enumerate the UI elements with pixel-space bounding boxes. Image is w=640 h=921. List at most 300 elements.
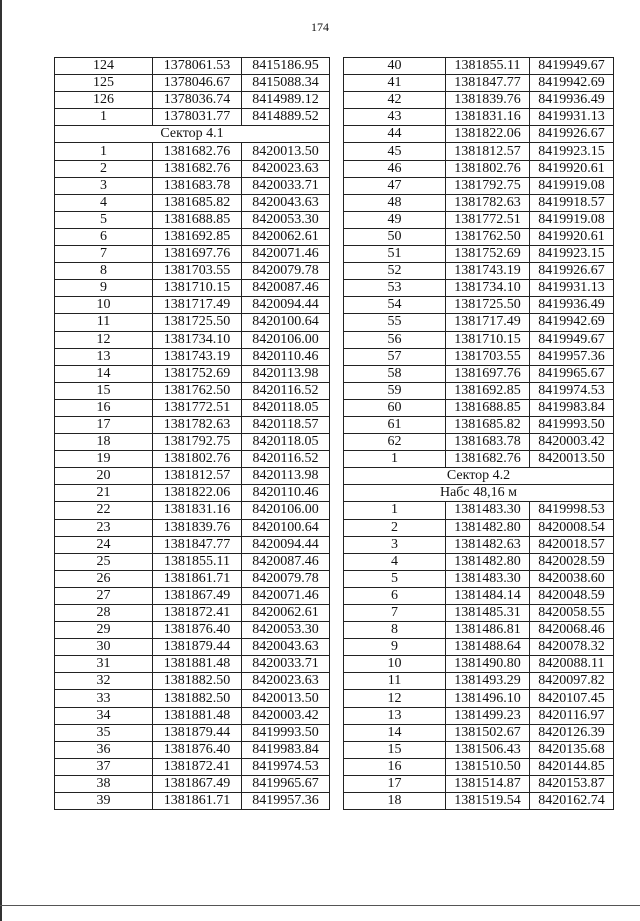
point-number-cell: 23 — [55, 519, 153, 536]
table-row — [344, 382, 614, 399]
point-number-cell: 62 — [344, 434, 446, 451]
y-coordinate-cell: 8420079.78 — [242, 570, 330, 587]
table-row — [55, 297, 330, 314]
y-coordinate-cell: 8414989.12 — [242, 92, 330, 109]
table-row — [55, 75, 330, 92]
x-coordinate-cell: 1381867.49 — [153, 587, 242, 604]
point-number-cell: 21 — [55, 485, 153, 502]
point-number-cell: 49 — [344, 211, 446, 228]
point-number-cell: 16 — [55, 399, 153, 416]
point-number-cell: 2 — [344, 519, 446, 536]
scan-edge-left — [0, 0, 2, 921]
point-number-cell: 4 — [344, 553, 446, 570]
table-row — [344, 639, 614, 656]
table-row — [344, 263, 614, 280]
table-row — [55, 519, 330, 536]
y-coordinate-cell: 8420106.00 — [242, 331, 330, 348]
table-row — [55, 570, 330, 587]
table-row — [344, 434, 614, 451]
x-coordinate-cell: 1381685.82 — [153, 194, 242, 211]
y-coordinate-cell: 8420106.00 — [242, 502, 330, 519]
table-row — [344, 451, 614, 468]
x-coordinate-cell: 1381682.76 — [446, 451, 530, 468]
x-coordinate-cell: 1381743.19 — [153, 348, 242, 365]
x-coordinate-cell: 1381847.77 — [153, 536, 242, 553]
x-coordinate-cell: 1381486.81 — [446, 622, 530, 639]
point-number-cell: 32 — [55, 673, 153, 690]
x-coordinate-cell: 1381488.64 — [446, 639, 530, 656]
point-number-cell: 20 — [55, 468, 153, 485]
y-coordinate-cell: 8420118.05 — [242, 434, 330, 451]
table-row — [344, 758, 614, 775]
y-coordinate-cell: 8420110.46 — [242, 485, 330, 502]
x-coordinate-cell: 1381482.63 — [446, 536, 530, 553]
table-row — [55, 485, 330, 502]
table-row — [344, 211, 614, 228]
x-coordinate-cell: 1381734.10 — [153, 331, 242, 348]
y-coordinate-cell: 8419974.53 — [242, 758, 330, 775]
table-row — [344, 228, 614, 245]
x-coordinate-cell: 1381831.16 — [446, 109, 530, 126]
x-coordinate-cell: 1381792.75 — [446, 177, 530, 194]
table-row — [55, 451, 330, 468]
x-coordinate-cell: 1381812.57 — [446, 143, 530, 160]
table-row — [344, 194, 614, 211]
y-coordinate-cell: 8420107.45 — [530, 690, 614, 707]
x-coordinate-cell: 1381876.40 — [153, 741, 242, 758]
x-coordinate-cell: 1381496.10 — [446, 690, 530, 707]
table-row — [55, 314, 330, 331]
table-row — [344, 177, 614, 194]
point-number-cell: 3 — [344, 536, 446, 553]
table-row — [344, 724, 614, 741]
table-row — [344, 536, 614, 553]
table-row — [344, 280, 614, 297]
x-coordinate-cell: 1381802.76 — [153, 451, 242, 468]
x-coordinate-cell: 1381839.76 — [153, 519, 242, 536]
point-number-cell: 125 — [55, 75, 153, 92]
point-number-cell: 7 — [55, 246, 153, 263]
table-row — [344, 690, 614, 707]
point-number-cell: 29 — [55, 622, 153, 639]
x-coordinate-cell: 1381519.54 — [446, 793, 530, 810]
y-coordinate-cell: 8420008.54 — [530, 519, 614, 536]
x-coordinate-cell: 1381772.51 — [153, 399, 242, 416]
x-coordinate-cell: 1381782.63 — [153, 416, 242, 433]
x-coordinate-cell: 1381485.31 — [446, 605, 530, 622]
coordinates-table-left-body — [55, 58, 330, 810]
x-coordinate-cell: 1381717.49 — [446, 314, 530, 331]
table-row — [344, 416, 614, 433]
x-coordinate-cell: 1381882.50 — [153, 690, 242, 707]
y-coordinate-cell: 8420113.98 — [242, 468, 330, 485]
table-row — [344, 587, 614, 604]
point-number-cell: 33 — [55, 690, 153, 707]
x-coordinate-cell: 1381683.78 — [446, 434, 530, 451]
y-coordinate-cell: 8420043.63 — [242, 194, 330, 211]
table-row — [55, 348, 330, 365]
x-coordinate-cell: 1381484.14 — [446, 587, 530, 604]
x-coordinate-cell: 1381802.76 — [446, 160, 530, 177]
x-coordinate-cell: 1381879.44 — [153, 639, 242, 656]
y-coordinate-cell: 8419993.50 — [530, 416, 614, 433]
y-coordinate-cell: 8420033.71 — [242, 656, 330, 673]
x-coordinate-cell: 1381762.50 — [153, 382, 242, 399]
x-coordinate-cell: 1378031.77 — [153, 109, 242, 126]
point-number-cell: 14 — [344, 724, 446, 741]
x-coordinate-cell: 1381822.06 — [446, 126, 530, 143]
x-coordinate-cell: 1381692.85 — [153, 228, 242, 245]
table-row — [55, 160, 330, 177]
y-coordinate-cell: 8420118.05 — [242, 399, 330, 416]
y-coordinate-cell: 8420038.60 — [530, 570, 614, 587]
table-row — [55, 365, 330, 382]
x-coordinate-cell: 1381717.49 — [153, 297, 242, 314]
point-number-cell: 30 — [55, 639, 153, 656]
point-number-cell: 50 — [344, 228, 446, 245]
y-coordinate-cell: 8419942.69 — [530, 75, 614, 92]
y-coordinate-cell: 8420116.97 — [530, 707, 614, 724]
point-number-cell: 7 — [344, 605, 446, 622]
y-coordinate-cell: 8420116.52 — [242, 451, 330, 468]
y-coordinate-cell: 8420013.50 — [242, 143, 330, 160]
y-coordinate-cell: 8419926.67 — [530, 126, 614, 143]
point-number-cell: 41 — [344, 75, 446, 92]
point-number-cell: 56 — [344, 331, 446, 348]
x-coordinate-cell: 1381872.41 — [153, 605, 242, 622]
x-coordinate-cell: 1381688.85 — [153, 211, 242, 228]
point-number-cell: 11 — [344, 673, 446, 690]
x-coordinate-cell: 1381879.44 — [153, 724, 242, 741]
point-number-cell: 18 — [344, 793, 446, 810]
x-coordinate-cell: 1381483.30 — [446, 570, 530, 587]
table-row — [55, 228, 330, 245]
table-row — [55, 553, 330, 570]
y-coordinate-cell: 8419931.13 — [530, 109, 614, 126]
y-coordinate-cell: 8419949.67 — [530, 58, 614, 75]
table-row — [55, 656, 330, 673]
y-coordinate-cell: 8419923.15 — [530, 143, 614, 160]
point-number-cell: 48 — [344, 194, 446, 211]
y-coordinate-cell: 8419983.84 — [242, 741, 330, 758]
x-coordinate-cell: 1381482.80 — [446, 519, 530, 536]
y-coordinate-cell: 8420116.52 — [242, 382, 330, 399]
y-coordinate-cell: 8420126.39 — [530, 724, 614, 741]
table-row — [55, 502, 330, 519]
y-coordinate-cell: 8420003.42 — [530, 434, 614, 451]
y-coordinate-cell: 8419920.61 — [530, 228, 614, 245]
point-number-cell: 1 — [344, 502, 446, 519]
point-number-cell: 36 — [55, 741, 153, 758]
table-row — [55, 468, 330, 485]
point-number-cell: 40 — [344, 58, 446, 75]
table-row — [55, 724, 330, 741]
x-coordinate-cell: 1381881.48 — [153, 707, 242, 724]
table-row — [55, 775, 330, 792]
y-coordinate-cell: 8420023.63 — [242, 673, 330, 690]
table-row — [344, 793, 614, 810]
x-coordinate-cell: 1381682.76 — [153, 160, 242, 177]
x-coordinate-cell: 1381685.82 — [446, 416, 530, 433]
point-number-cell: 45 — [344, 143, 446, 160]
point-number-cell: 27 — [55, 587, 153, 604]
y-coordinate-cell: 8420079.78 — [242, 263, 330, 280]
point-number-cell: 12 — [344, 690, 446, 707]
x-coordinate-cell: 1381782.63 — [446, 194, 530, 211]
point-number-cell: 35 — [55, 724, 153, 741]
point-number-cell: 2 — [55, 160, 153, 177]
y-coordinate-cell: 8420094.44 — [242, 297, 330, 314]
point-number-cell: 13 — [344, 707, 446, 724]
table-row — [55, 707, 330, 724]
x-coordinate-cell: 1381861.71 — [153, 793, 242, 810]
point-number-cell: 124 — [55, 58, 153, 75]
x-coordinate-cell: 1381772.51 — [446, 211, 530, 228]
y-coordinate-cell: 8420053.30 — [242, 622, 330, 639]
table-row — [344, 656, 614, 673]
x-coordinate-cell: 1381831.16 — [153, 502, 242, 519]
point-number-cell: 28 — [55, 605, 153, 622]
table-row — [344, 673, 614, 690]
x-coordinate-cell: 1381514.87 — [446, 775, 530, 792]
y-coordinate-cell: 8420062.61 — [242, 605, 330, 622]
y-coordinate-cell: 8419919.08 — [530, 177, 614, 194]
table-row — [55, 92, 330, 109]
x-coordinate-cell: 1381697.76 — [153, 246, 242, 263]
point-number-cell: 11 — [55, 314, 153, 331]
x-coordinate-cell: 1381493.29 — [446, 673, 530, 690]
y-coordinate-cell: 8420100.64 — [242, 314, 330, 331]
y-coordinate-cell: 8420153.87 — [530, 775, 614, 792]
y-coordinate-cell: 8420094.44 — [242, 536, 330, 553]
y-coordinate-cell: 8419926.67 — [530, 263, 614, 280]
table-row — [344, 605, 614, 622]
x-coordinate-cell: 1378046.67 — [153, 75, 242, 92]
table-row — [55, 280, 330, 297]
y-coordinate-cell: 8420118.57 — [242, 416, 330, 433]
point-number-cell: 1 — [55, 143, 153, 160]
table-row — [55, 211, 330, 228]
table-row — [344, 348, 614, 365]
point-number-cell: 9 — [344, 639, 446, 656]
point-number-cell: 60 — [344, 399, 446, 416]
x-coordinate-cell: 1381876.40 — [153, 622, 242, 639]
x-coordinate-cell: 1381703.55 — [153, 263, 242, 280]
point-number-cell: 61 — [344, 416, 446, 433]
point-number-cell: 31 — [55, 656, 153, 673]
x-coordinate-cell: 1381688.85 — [446, 399, 530, 416]
point-number-cell: 17 — [344, 775, 446, 792]
table-row — [55, 690, 330, 707]
point-number-cell: 57 — [344, 348, 446, 365]
point-number-cell: 14 — [55, 365, 153, 382]
table-row — [55, 587, 330, 604]
scan-bottom-line — [0, 905, 640, 906]
y-coordinate-cell: 8420113.98 — [242, 365, 330, 382]
y-coordinate-cell: 8419920.61 — [530, 160, 614, 177]
table-row — [344, 775, 614, 792]
point-number-cell: 8 — [55, 263, 153, 280]
point-number-cell: 51 — [344, 246, 446, 263]
table-row — [55, 263, 330, 280]
table-row — [55, 536, 330, 553]
table-row — [344, 502, 614, 519]
x-coordinate-cell: 1381743.19 — [446, 263, 530, 280]
y-coordinate-cell: 8419936.49 — [530, 297, 614, 314]
y-coordinate-cell: 8419957.36 — [242, 793, 330, 810]
x-coordinate-cell: 1381861.71 — [153, 570, 242, 587]
point-number-cell: 5 — [344, 570, 446, 587]
y-coordinate-cell: 8420100.64 — [242, 519, 330, 536]
y-coordinate-cell: 8414889.52 — [242, 109, 330, 126]
table-row — [55, 758, 330, 775]
coordinates-table-right — [343, 57, 614, 810]
point-number-cell: 22 — [55, 502, 153, 519]
x-coordinate-cell: 1381847.77 — [446, 75, 530, 92]
sector-caption: Сектор 4.1 — [55, 126, 330, 143]
x-coordinate-cell: 1378061.53 — [153, 58, 242, 75]
table-row — [344, 570, 614, 587]
y-coordinate-cell: 8419931.13 — [530, 280, 614, 297]
table-row — [344, 519, 614, 536]
y-coordinate-cell: 8420062.61 — [242, 228, 330, 245]
point-number-cell: 13 — [55, 348, 153, 365]
table-row — [344, 126, 614, 143]
x-coordinate-cell: 1381703.55 — [446, 348, 530, 365]
point-number-cell: 38 — [55, 775, 153, 792]
y-coordinate-cell: 8419965.67 — [530, 365, 614, 382]
point-number-cell: 10 — [55, 297, 153, 314]
x-coordinate-cell: 1381499.23 — [446, 707, 530, 724]
table-row — [55, 382, 330, 399]
table-row — [344, 553, 614, 570]
y-coordinate-cell: 8420071.46 — [242, 246, 330, 263]
x-coordinate-cell: 1381872.41 — [153, 758, 242, 775]
y-coordinate-cell: 8420162.74 — [530, 793, 614, 810]
point-number-cell: 44 — [344, 126, 446, 143]
point-number-cell: 59 — [344, 382, 446, 399]
x-coordinate-cell: 1381752.69 — [153, 365, 242, 382]
point-number-cell: 126 — [55, 92, 153, 109]
x-coordinate-cell: 1381855.11 — [446, 58, 530, 75]
table-row — [55, 331, 330, 348]
point-number-cell: 8 — [344, 622, 446, 639]
point-number-cell: 6 — [344, 587, 446, 604]
table-row — [55, 741, 330, 758]
sector-caption-row — [55, 126, 330, 143]
point-number-cell: 16 — [344, 758, 446, 775]
y-coordinate-cell: 8419936.49 — [530, 92, 614, 109]
point-number-cell: 10 — [344, 656, 446, 673]
y-coordinate-cell: 8420135.68 — [530, 741, 614, 758]
point-number-cell: 5 — [55, 211, 153, 228]
y-coordinate-cell: 8420058.55 — [530, 605, 614, 622]
point-number-cell: 43 — [344, 109, 446, 126]
y-coordinate-cell: 8415088.34 — [242, 75, 330, 92]
table-row — [344, 741, 614, 758]
table-row — [344, 297, 614, 314]
x-coordinate-cell: 1381882.50 — [153, 673, 242, 690]
point-number-cell: 1 — [344, 451, 446, 468]
point-number-cell: 6 — [55, 228, 153, 245]
point-number-cell: 47 — [344, 177, 446, 194]
x-coordinate-cell: 1381710.15 — [153, 280, 242, 297]
point-number-cell: 55 — [344, 314, 446, 331]
y-coordinate-cell: 8419942.69 — [530, 314, 614, 331]
y-coordinate-cell: 8419923.15 — [530, 246, 614, 263]
y-coordinate-cell: 8420097.82 — [530, 673, 614, 690]
table-row — [55, 143, 330, 160]
x-coordinate-cell: 1381812.57 — [153, 468, 242, 485]
point-number-cell: 18 — [55, 434, 153, 451]
x-coordinate-cell: 1381692.85 — [446, 382, 530, 399]
x-coordinate-cell: 1381839.76 — [446, 92, 530, 109]
y-coordinate-cell: 8420087.46 — [242, 280, 330, 297]
table-row — [344, 143, 614, 160]
y-coordinate-cell: 8419957.36 — [530, 348, 614, 365]
x-coordinate-cell: 1381734.10 — [446, 280, 530, 297]
page-number: 174 — [311, 20, 329, 34]
point-number-cell: 9 — [55, 280, 153, 297]
point-number-cell: 17 — [55, 416, 153, 433]
y-coordinate-cell: 8420003.42 — [242, 707, 330, 724]
coordinates-table-left — [54, 57, 330, 810]
y-coordinate-cell: 8419998.53 — [530, 502, 614, 519]
y-coordinate-cell: 8420028.59 — [530, 553, 614, 570]
x-coordinate-cell: 1381725.50 — [153, 314, 242, 331]
y-coordinate-cell: 8420068.46 — [530, 622, 614, 639]
x-coordinate-cell: 1381506.43 — [446, 741, 530, 758]
point-number-cell: 12 — [55, 331, 153, 348]
sector-caption-row — [344, 485, 614, 502]
point-number-cell: 53 — [344, 280, 446, 297]
table-row — [344, 92, 614, 109]
x-coordinate-cell: 1381510.50 — [446, 758, 530, 775]
table-row — [344, 75, 614, 92]
table-row — [55, 399, 330, 416]
point-number-cell: 46 — [344, 160, 446, 177]
sector-caption: Сектор 4.2 — [344, 468, 614, 485]
point-number-cell: 37 — [55, 758, 153, 775]
x-coordinate-cell: 1381710.15 — [446, 331, 530, 348]
point-number-cell: 34 — [55, 707, 153, 724]
point-number-cell: 19 — [55, 451, 153, 468]
x-coordinate-cell: 1381490.80 — [446, 656, 530, 673]
y-coordinate-cell: 8419965.67 — [242, 775, 330, 792]
table-row — [344, 246, 614, 263]
sector-caption-row — [344, 468, 614, 485]
table-row — [344, 314, 614, 331]
table-row — [55, 673, 330, 690]
y-coordinate-cell: 8420023.63 — [242, 160, 330, 177]
table-row — [344, 331, 614, 348]
point-number-cell: 24 — [55, 536, 153, 553]
x-coordinate-cell: 1381867.49 — [153, 775, 242, 792]
x-coordinate-cell: 1381752.69 — [446, 246, 530, 263]
y-coordinate-cell: 8420078.32 — [530, 639, 614, 656]
y-coordinate-cell: 8420048.59 — [530, 587, 614, 604]
point-number-cell: 3 — [55, 177, 153, 194]
y-coordinate-cell: 8420144.85 — [530, 758, 614, 775]
point-number-cell: 4 — [55, 194, 153, 211]
y-coordinate-cell: 8420013.50 — [530, 451, 614, 468]
y-coordinate-cell: 8420018.57 — [530, 536, 614, 553]
x-coordinate-cell: 1381855.11 — [153, 553, 242, 570]
y-coordinate-cell: 8419918.57 — [530, 194, 614, 211]
y-coordinate-cell: 8419949.67 — [530, 331, 614, 348]
table-row — [344, 399, 614, 416]
x-coordinate-cell: 1381881.48 — [153, 656, 242, 673]
